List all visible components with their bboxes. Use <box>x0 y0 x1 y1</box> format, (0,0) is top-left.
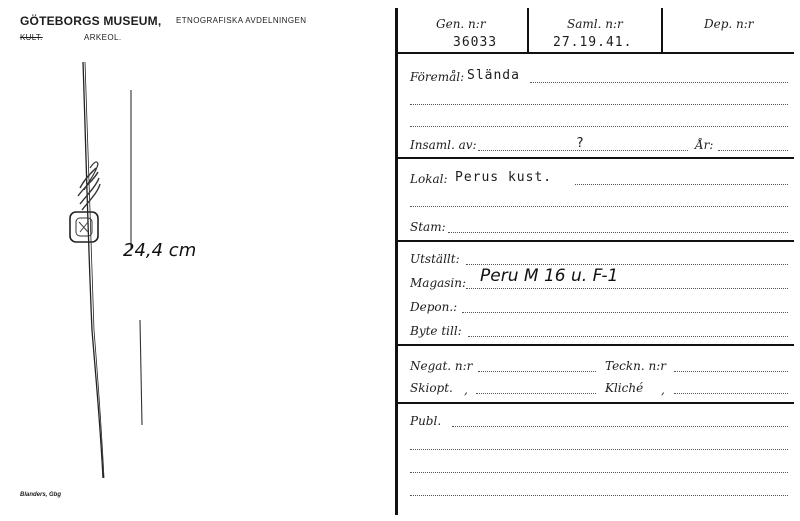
rule-header <box>396 52 794 54</box>
department-name: ETNOGRAFISKA AVDELNINGEN <box>176 16 307 25</box>
kliche-label: Kliché <box>605 381 644 395</box>
printer-mark: Blanders, Gbg <box>20 492 62 498</box>
struck-category: KULT. <box>20 33 43 42</box>
stam-label: Stam: <box>410 220 446 234</box>
skiopt-label: Skiopt. <box>410 381 453 395</box>
lokal-value: Perus kust. <box>455 170 553 185</box>
column-separator <box>661 8 663 52</box>
column-separator <box>527 8 529 52</box>
museum-name: GÖTEBORGS MUSEUM, <box>20 14 162 28</box>
dep-nr-label: Dep. n:r <box>704 17 754 31</box>
insaml-label: Insaml. av: <box>410 138 477 152</box>
rule-section4 <box>396 402 794 404</box>
gen-nr-label: Gen. n:r <box>436 17 486 31</box>
foremal-label: Föremål: <box>410 70 465 84</box>
lokal-label: Lokal: <box>410 172 448 186</box>
length-annotation: 24,4 cm <box>123 240 197 261</box>
kliche-value: , <box>661 383 665 397</box>
rule-section3 <box>396 344 794 346</box>
saml-nr-value: 27.19.41. <box>553 35 633 50</box>
byte-label: Byte till: <box>410 324 462 338</box>
card-divider <box>395 8 398 515</box>
skiopt-value: , <box>464 383 468 397</box>
arkeol-category: ARKEOL. <box>84 33 122 42</box>
depon-label: Depon.: <box>410 300 458 314</box>
insaml-value: ? <box>576 136 585 151</box>
rule-section2 <box>396 240 794 242</box>
magasin-label: Magasin: <box>410 276 467 290</box>
negat-label: Negat. n:r <box>410 359 473 373</box>
foremal-value: Slända <box>467 68 520 83</box>
publ-label: Publ. <box>410 414 442 428</box>
rule-section1 <box>396 157 794 159</box>
ar-label: År: <box>695 138 714 152</box>
saml-nr-label: Saml. n:r <box>567 17 623 31</box>
gen-nr-value: 36033 <box>453 35 498 50</box>
teckn-label: Teckn. n:r <box>605 359 667 373</box>
magasin-value: Peru M 16 u. F-1 <box>480 266 619 286</box>
utstallt-label: Utställt: <box>410 252 460 266</box>
